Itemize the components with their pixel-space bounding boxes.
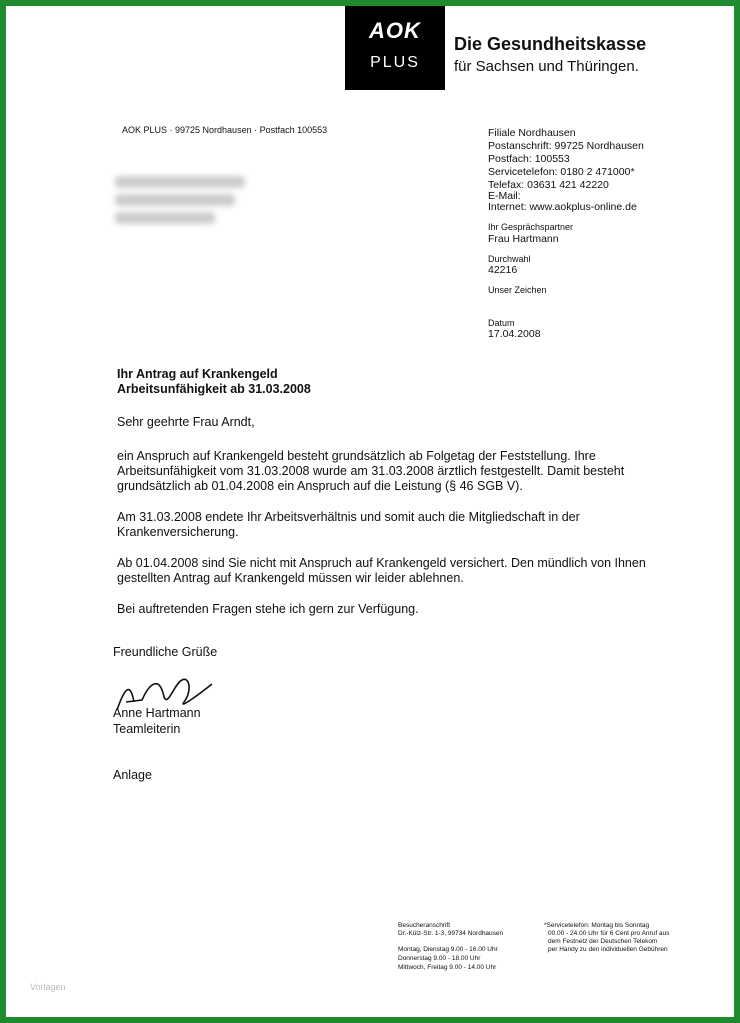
slogan-line1: Die Gesundheitskasse bbox=[454, 34, 647, 54]
footer-hours-1: Montag, Dienstag 9.00 - 16.00 Uhr bbox=[398, 946, 498, 953]
sender-line: AOK PLUS · 99725 Nordhausen · Postfach 100553 bbox=[122, 125, 328, 135]
subject-line-1: Ihr Antrag auf Krankengeld bbox=[117, 367, 278, 381]
footer-note-1: *Servicetelefon: Montag bis Sonntag bbox=[544, 922, 650, 929]
branch-name: Filiale Nordhausen bbox=[488, 127, 576, 139]
paragraph-1-line-1: ein Anspruch auf Krankengeld besteht grundsätzlich ab Folgetag der Feststellung. Ihre bbox=[117, 449, 596, 463]
closing: Freundliche Grüße bbox=[113, 645, 218, 659]
paragraph-2-line-1: Am 31.03.2008 endete Ihr Arbeitsverhältnis und somit auch die Mitgliedschaft in der bbox=[117, 510, 580, 524]
direct-dial-value: 42216 bbox=[488, 264, 518, 276]
footer-visit-address: Dr.-Külz-Str. 1-3, 99734 Nordhausen bbox=[398, 930, 504, 937]
date-label: Datum bbox=[488, 318, 515, 328]
redacted-recipient-line-1 bbox=[115, 176, 245, 188]
logo-plus-text: PLUS bbox=[370, 54, 420, 71]
signer-name: Anne Hartmann bbox=[113, 706, 201, 720]
attachment-label: Anlage bbox=[113, 768, 152, 782]
salutation: Sehr geehrte Frau Arndt, bbox=[117, 415, 255, 429]
paragraph-4: Bei auftretenden Fragen stehe ich gern zur Verfügung. bbox=[117, 602, 419, 616]
direct-dial-label: Durchwahl bbox=[488, 254, 531, 264]
logo-aok-text: AOK bbox=[369, 18, 421, 43]
subject-line-2: Arbeitsunfähigkeit ab 31.03.2008 bbox=[117, 382, 311, 396]
footer-visit-label: Besucheranschrift bbox=[398, 922, 451, 929]
watermark: Vorlagen bbox=[30, 982, 66, 992]
fax: Telefax: 03631 421 42220 bbox=[488, 179, 609, 191]
paragraph-2-line-2: Krankenversicherung. bbox=[117, 525, 239, 539]
footer-hours-2: Donnerstag 9.00 - 18.00 Uhr bbox=[398, 955, 481, 962]
redacted-recipient-line-3 bbox=[115, 212, 215, 224]
slogan-line2: für Sachsen und Thüringen. bbox=[454, 58, 639, 75]
footer-note-4: per Handy zu den individuellen Gebühren bbox=[548, 946, 668, 953]
partner-label: Ihr Gesprächspartner bbox=[488, 222, 574, 232]
po-box: Postfach: 100553 bbox=[488, 153, 570, 165]
paragraph-1-line-2: Arbeitsunfähigkeit vom 31.03.2008 wurde am 31.03.2008 ärztlich festgestellt. Damit besteht bbox=[117, 464, 625, 478]
email-label: E-Mail: bbox=[488, 190, 521, 202]
footer-note-3: dem Festnetz der Deutschen Telekom bbox=[548, 938, 658, 945]
aok-plus-logo bbox=[345, 6, 445, 90]
redacted-recipient-line-2 bbox=[115, 194, 235, 206]
paragraph-3-line-2: gestellten Antrag auf Krankengeld müssen wir leider ablehnen. bbox=[117, 571, 464, 585]
postal-address: Postanschrift: 99725 Nordhausen bbox=[488, 140, 644, 152]
reference-label: Unser Zeichen bbox=[488, 285, 547, 295]
date-value: 17.04.2008 bbox=[488, 328, 541, 340]
signer-role: Teamleiterin bbox=[113, 722, 181, 736]
internet: Internet: www.aokplus-online.de bbox=[488, 201, 637, 213]
footer-note-2: 00.00 - 24.00 Uhr für 6 Cent pro Anruf aus bbox=[548, 930, 670, 937]
paragraph-1-line-3: grundsätzlich ab 01.04.2008 ein Anspruch auf die Leistung (§ 46 SGB V). bbox=[117, 479, 523, 493]
footer-hours-3: Mittwoch, Freitag 9.00 - 14.00 Uhr bbox=[398, 964, 497, 971]
service-phone: Servicetelefon: 0180 2 471000* bbox=[488, 166, 635, 178]
paragraph-3-line-1: Ab 01.04.2008 sind Sie nicht mit Anspruch auf Krankengeld versichert. Den mündlich von Ihnen bbox=[117, 556, 646, 570]
partner-name: Frau Hartmann bbox=[488, 233, 559, 245]
